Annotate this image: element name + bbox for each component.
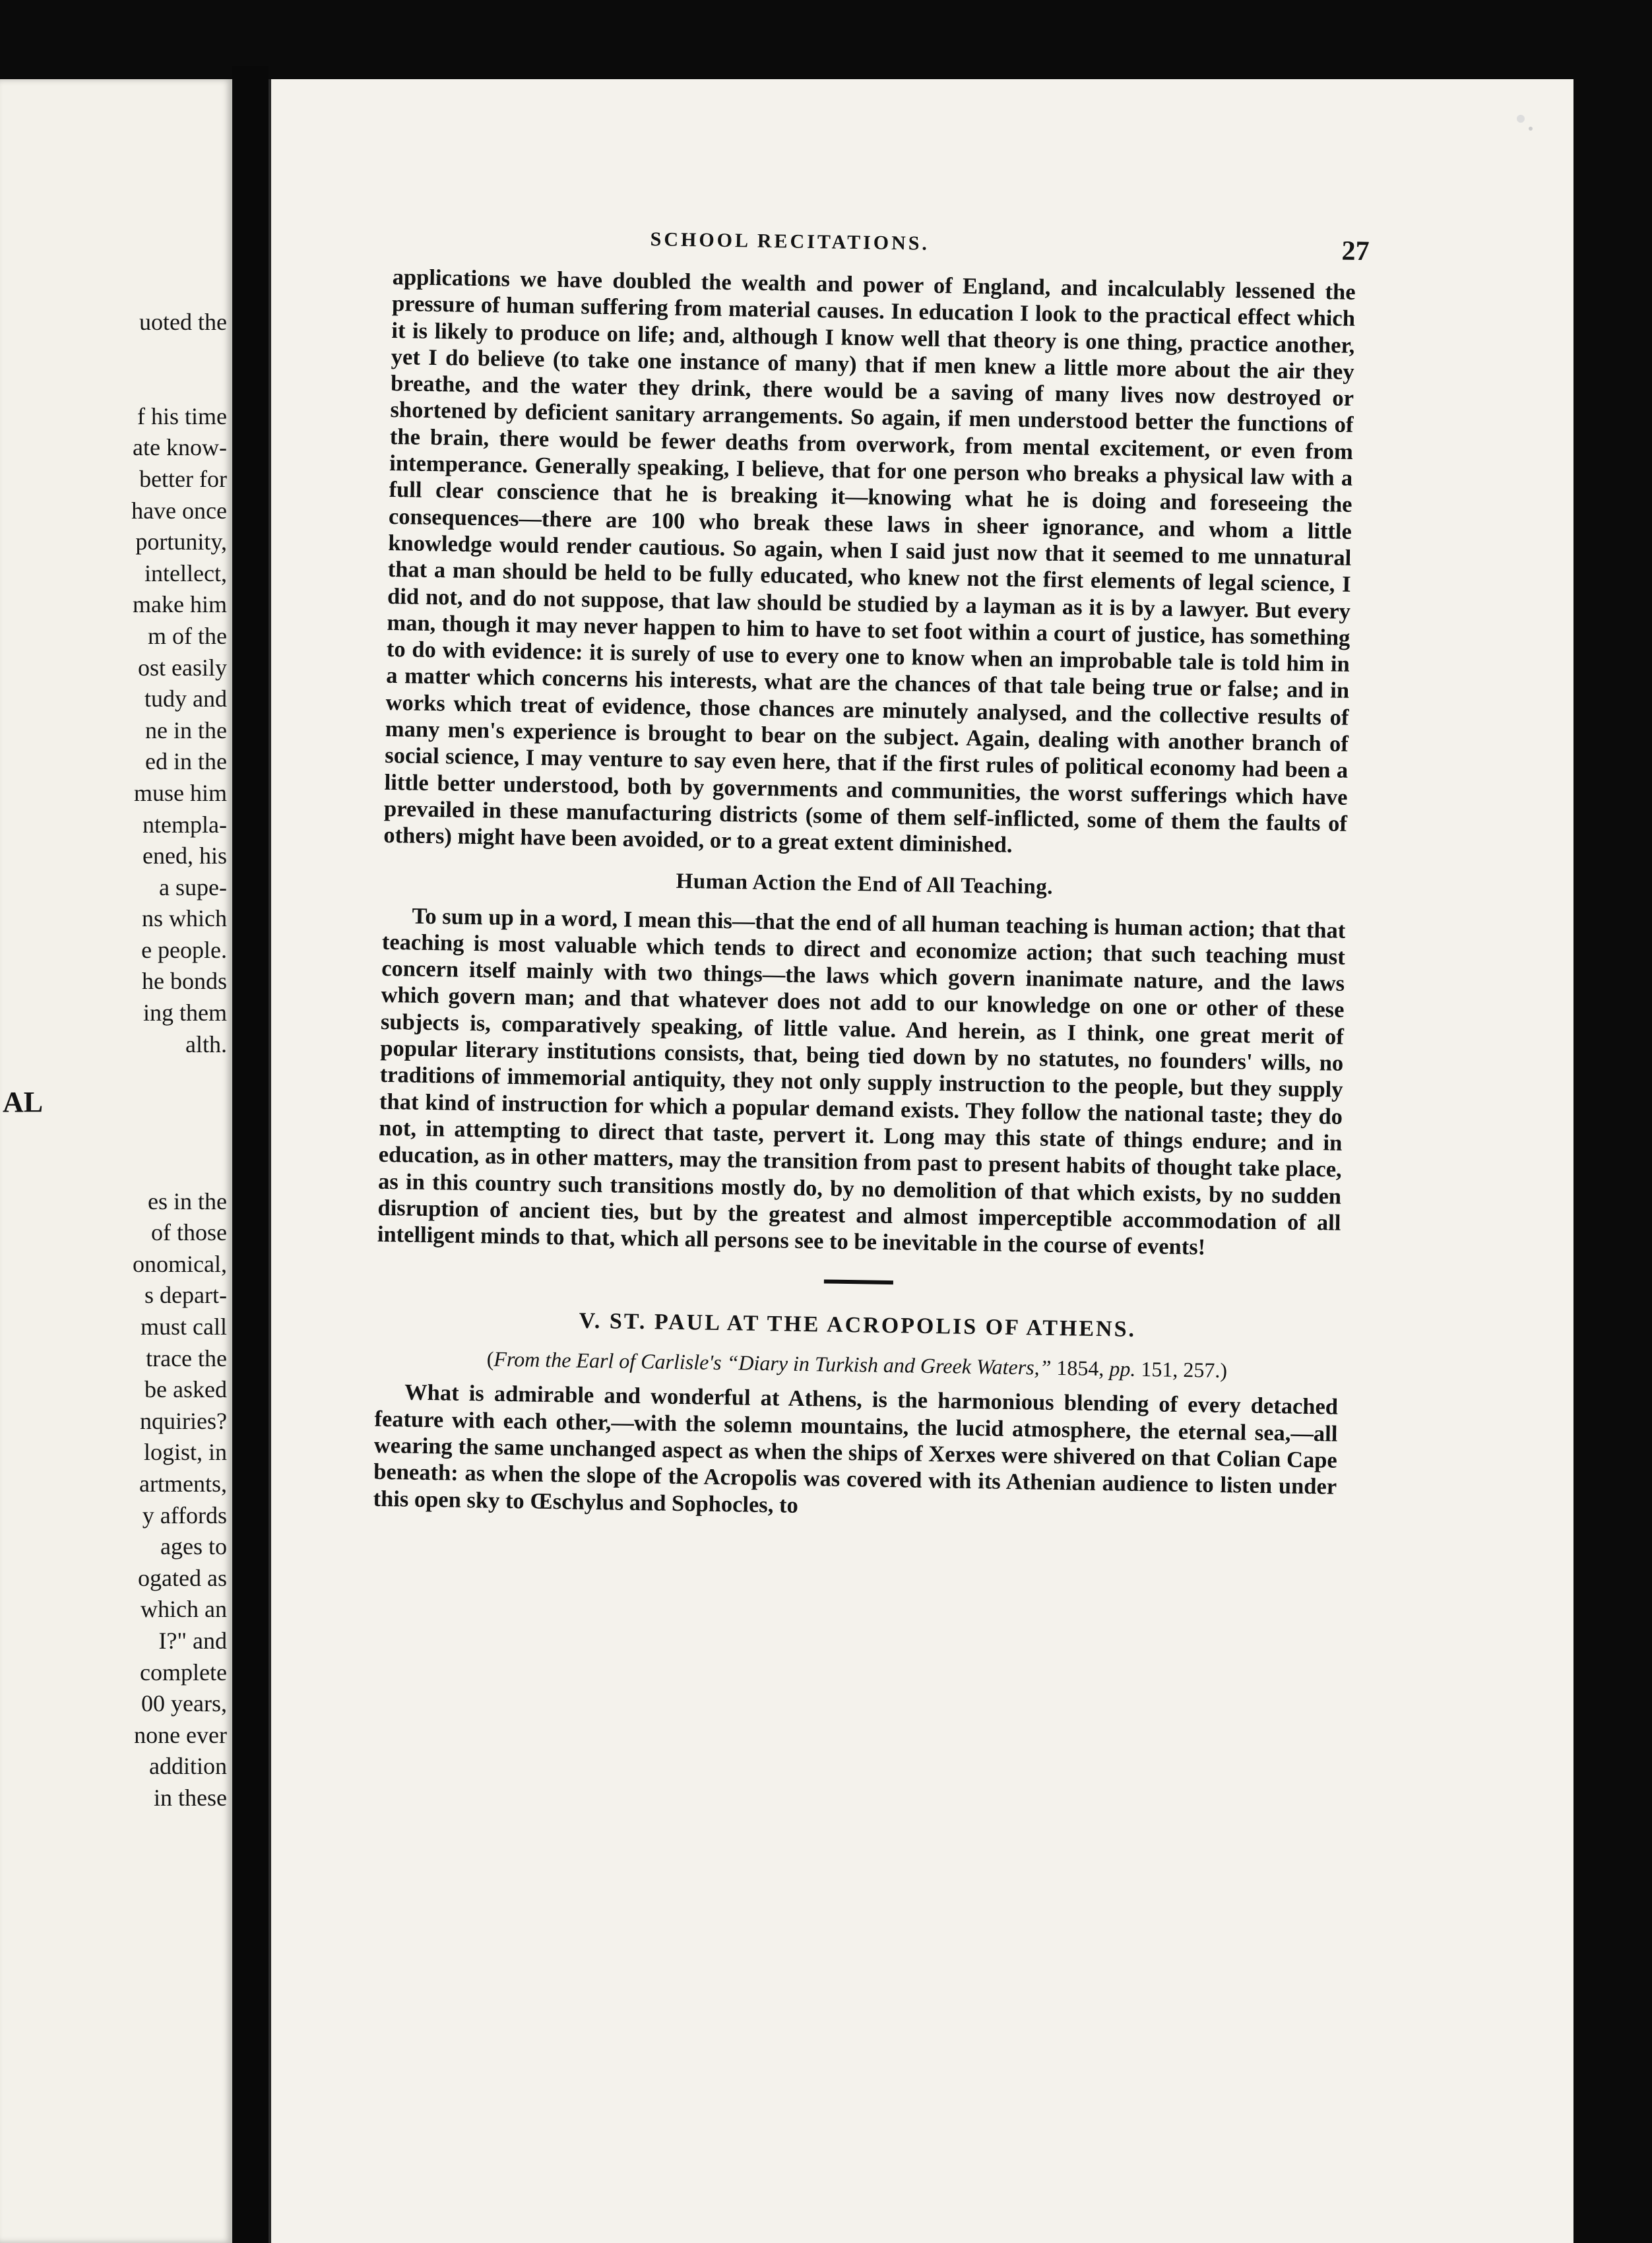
source-author: From the Earl of Carlisle's [493,1346,722,1375]
left-page-line: he bonds [142,968,227,995]
left-page-line: ost easily [138,654,227,681]
left-page-line: uoted the [139,309,227,335]
left-page-line: intellect, [144,559,227,586]
left-page-line: e people. [141,936,227,963]
body-paragraph-1: applications we have doubled the wealth and power of England, and incalculably lessened the pressure of human suffering from material causes. In education I look to the practical effect which it is likely to produce on life; and, although I know well that theory is one thing, practice another, yet I do believe (to take one instance of many) that if men knew a little more about the air they breathe, and the water they drink, there would be a saving of many lives now destroyed or shortened by deficient sanitary arrangements. So again, if men understood better the functions of the brain, there would be fewer deaths from overwork, from mental excitement, or even from intemperance. Generally speaking, I believe, that for one person who breaks a physical law with a full clear conscience that he is breaking it—knowing what he is doing and foreseeing the consequences—there are 100 who break these laws in sheer ignorance, and whom a little knowledge would render cautious. So again, when I said just now that it seemed to me unnatural that a man should be held to be fully educated, who knew not the first elements of legal science, I did not, and do not suppose, that law should be studied by a layman as it is by a lawyer. But every man, though it may never happen to him to have to set foot within a court of justice, has something to do with evidence: it is surely of use to every one to know when an improbable tale is told him in a matter which concerns his interests, what are the chances of that tale being true or false; and in works which treat of evidence, those chances are minutely analysed, and the collective results of many men's experience is brought to bear on the subject. Again, dealing with another branch of social science, I may venture to say even here, that if the first rules of political economy had been a little better understood, both by governments and communities, the worst sufferings which have prevailed in these manufacturing districts (some of them self-inflicted, some of them the faults of others) might have been avoided, or to a great extent diminished. [383,264,1356,858]
left-page-line: of those [151,1219,227,1246]
left-page-line: y affords [142,1501,227,1529]
left-page-line: ened, his [143,842,227,869]
scan-specks [1422,106,1554,237]
left-page-line: f his time [137,402,227,429]
left-page-line: ogated as [138,1564,227,1591]
running-title: SCHOOL RECITATIONS. [650,228,930,255]
left-page-line: muse him [134,779,227,806]
left-page-line: es in the [148,1187,227,1215]
left-page-line: have once [131,497,227,524]
right-page [269,79,1573,2243]
page-content [373,224,1370,1527]
left-page-line: alth. [185,1030,227,1058]
left-page-line: artments, [139,1470,227,1497]
chapter-heading: V. ST. PAUL AT THE ACROPOLIS OF ATHENS. [579,1309,1137,1343]
left-page-line [0,369,227,401]
left-page-line: must call [141,1313,227,1340]
left-page-line [0,1154,227,1186]
source-year: 1854, [1051,1356,1110,1381]
left-page-line: be asked [144,1376,227,1403]
left-page-line: portunity, [135,528,227,555]
left-page-line [0,1123,227,1154]
left-page-line: I?" and [158,1627,227,1654]
left-page-line: logist, in [143,1439,227,1466]
left-page-line: addition [149,1753,227,1780]
left-page-line [0,338,227,370]
left-page-line: onomical, [133,1250,227,1277]
left-page-line: complete [140,1659,227,1686]
source-open-paren: ( [486,1346,494,1371]
section-divider [823,1280,893,1285]
left-page-line: ing them [143,999,227,1027]
book-gutter [232,66,269,2243]
left-page-line: a supe- [159,873,227,900]
section-subheading: Human Action the End of All Teaching. [676,869,1054,899]
source-pp: pp. [1109,1356,1136,1381]
left-page-line: make him [133,591,227,618]
left-page-line-endings [0,307,232,1814]
source-pages: 151, 257.) [1135,1357,1228,1383]
left-page-line: ne in the [145,716,227,743]
body-paragraph-2: To sum up in a word, I mean this—that the end of all human teaching is human action; that that teaching is most valuable which tends to direct and economize action; that such teaching must concern itself mainly with two things—the laws which govern inanimate nature, and the laws which govern man; and that whatever does not add to our knowledge on one or other of these subjects is, comparatively speaking, of little value. And herein, as I think, one great merit of popular literary institutions consists, that, being tied down by no statutes, no founders' wills, no traditions of immemorial antiquity, they not only supply instruction to the people, but they supply that kind of instruction for which a popular demand exists. They follow the national taste; they do not, in attempting to direct that taste, pervert it. Long may this state of things endure; and in education, as in other matters, may the transition from past to present habits of thought take place, as in this country such transitions mostly do, by no demolition of that which exists, by no sudden disruption of ancient ties, but by the greatest and almost imperceptible accommodation of all intelligent minds to that, which all persons see to be inevitable in the course of events! [377,903,1346,1260]
left-page-line: ns which [142,905,227,932]
left-page-line: tudy and [144,685,227,712]
left-page-line: in these [154,1784,227,1811]
body-paragraph-3: What is admirable and wonderful at Athens, is the harmonious blending of every detached feature with each other,—with the solemn mountains, the lucid atmosphere, the eternal sea,—all wearing the same unchanged aspect as when the ships of Xerxes were shivered on that Colian Cape beneath: as when the slope of the Acropolis was covered with its Athenian audience to listen under this open sky to Œschylus and Sophocles, to [373,1379,1339,1518]
left-page-heading-fragment: AL [3,1086,44,1118]
left-page-line: which an [141,1596,227,1623]
left-page-line: better for [139,465,227,492]
left-page-line: 00 years, [141,1690,227,1717]
left-page-line: none ever [134,1721,227,1748]
page-number: 27 [1341,236,1370,267]
left-page-line: nquiries? [140,1407,227,1434]
left-page-line: s depart- [144,1282,227,1309]
left-page-line: ages to [160,1533,227,1560]
left-page-fragment [0,79,232,2243]
left-page-line: ed in the [145,748,227,775]
source-citation [375,1345,1339,1385]
left-page-line: ntempla- [143,811,227,838]
left-page-line: trace the [146,1344,227,1372]
left-page-line: m of the [148,622,227,649]
source-book-title: “Diary in Turkish and Greek Waters,” [726,1350,1052,1380]
left-page-line: ate know- [133,434,227,461]
